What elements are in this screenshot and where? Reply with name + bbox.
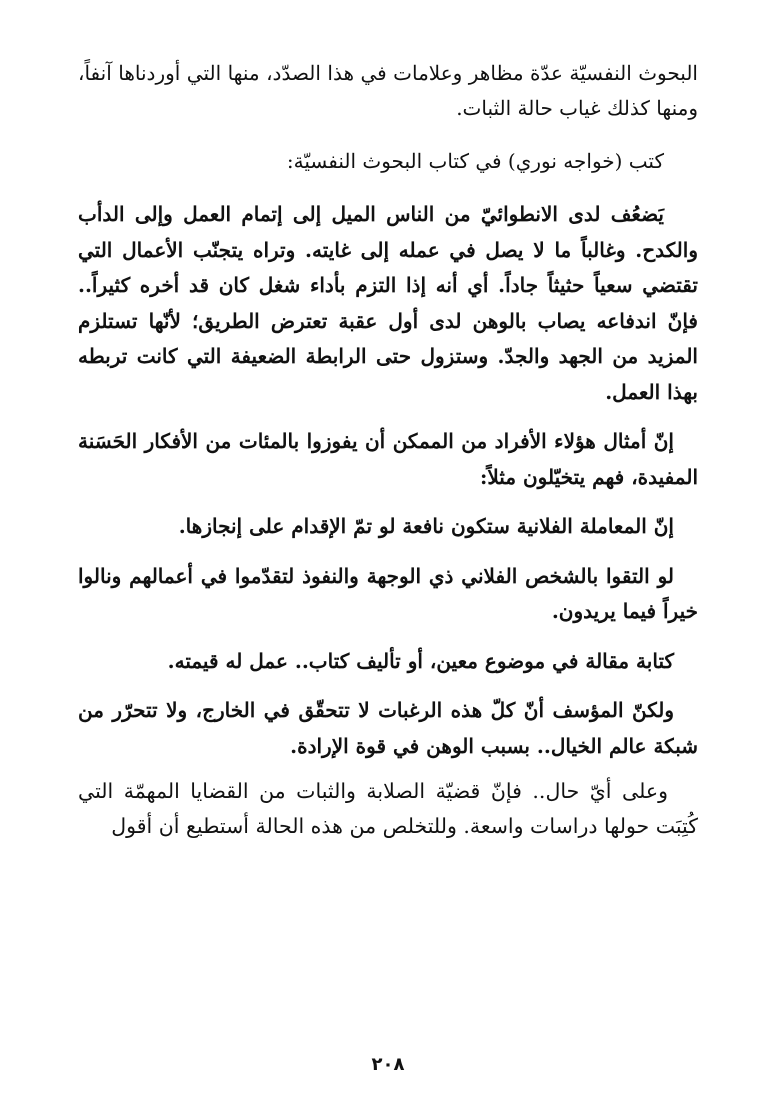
page-number: ٢٠٨ xyxy=(371,1054,405,1075)
quote-paragraph-2: إنّ أمثال هؤلاء الأفراد من الممكن أن يفوزوا بالمئات من الأفكار الحَسَنة المفيدة، فهم يتخيّلون مثلاً: xyxy=(78,429,698,489)
quote-paragraph-4: لو التقوا بالشخص الفلاني ذي الوجهة والنفوذ لتقدّموا في أعمالهم ونالوا خيراً فيما يريدون. xyxy=(78,563,698,623)
page-body xyxy=(78,56,698,844)
quote-paragraph-1: يَضعُف لدى الانطوائيّ من الناس الميل إلى إتمام العمل وإلى الدأب والكدح. وغالباً ما لا يصل في عمله إلى غايته. وتراه يتجنّب الأعمال التي تقتضي سعياً حثيثاً جاداً. أي أنه إذا التزم بأداء شغل كان قد أخره كثيراً.. فإنّ اندفاعه يصاب بالوهن لدى أول عقبة تعترض الطريق؛ لأنّها تستلزم المزيد من الجهد والجدّ. وستزول حتى الرابطة الضعيفة التي كانت تربطه بهذا العمل. xyxy=(78,202,698,404)
quote-paragraph-5: كتابة مقالة في موضوع معين، أو تأليف كتاب.. عمل له قيمته. xyxy=(167,648,674,673)
intro-paragraph: البحوث النفسيّة عدّة مظاهر وعلامات في هذا الصدّد، منها التي أوردناها آنفاً، ومنها كذلك غياب حالة الثبات. xyxy=(78,61,698,120)
quote-paragraph-3: إنّ المعاملة الفلانية ستكون نافعة لو تمّ الإقدام على إنجازها. xyxy=(178,514,674,538)
quote-paragraph-6: ولكنّ المؤسف أنّ كلّ هذه الرغبات لا تتحقّق في الخارج، ولا تتحرّر من شبكة عالم الخيال.. بسبب الوهن في قوة الإرادة. xyxy=(78,698,698,758)
citation-lead-paragraph: كتب (خواجه نوري) في كتاب البحوث النفسيّة: xyxy=(286,149,664,173)
closing-paragraph: وعلى أيّ حال.. فإنّ قضيّة الصلابة والثبات من القضايا المهمّة التي كُتِبَت حولها دراسات واسعة. وللتخلص من هذه الحالة أستطيع أن أقول xyxy=(78,779,698,838)
